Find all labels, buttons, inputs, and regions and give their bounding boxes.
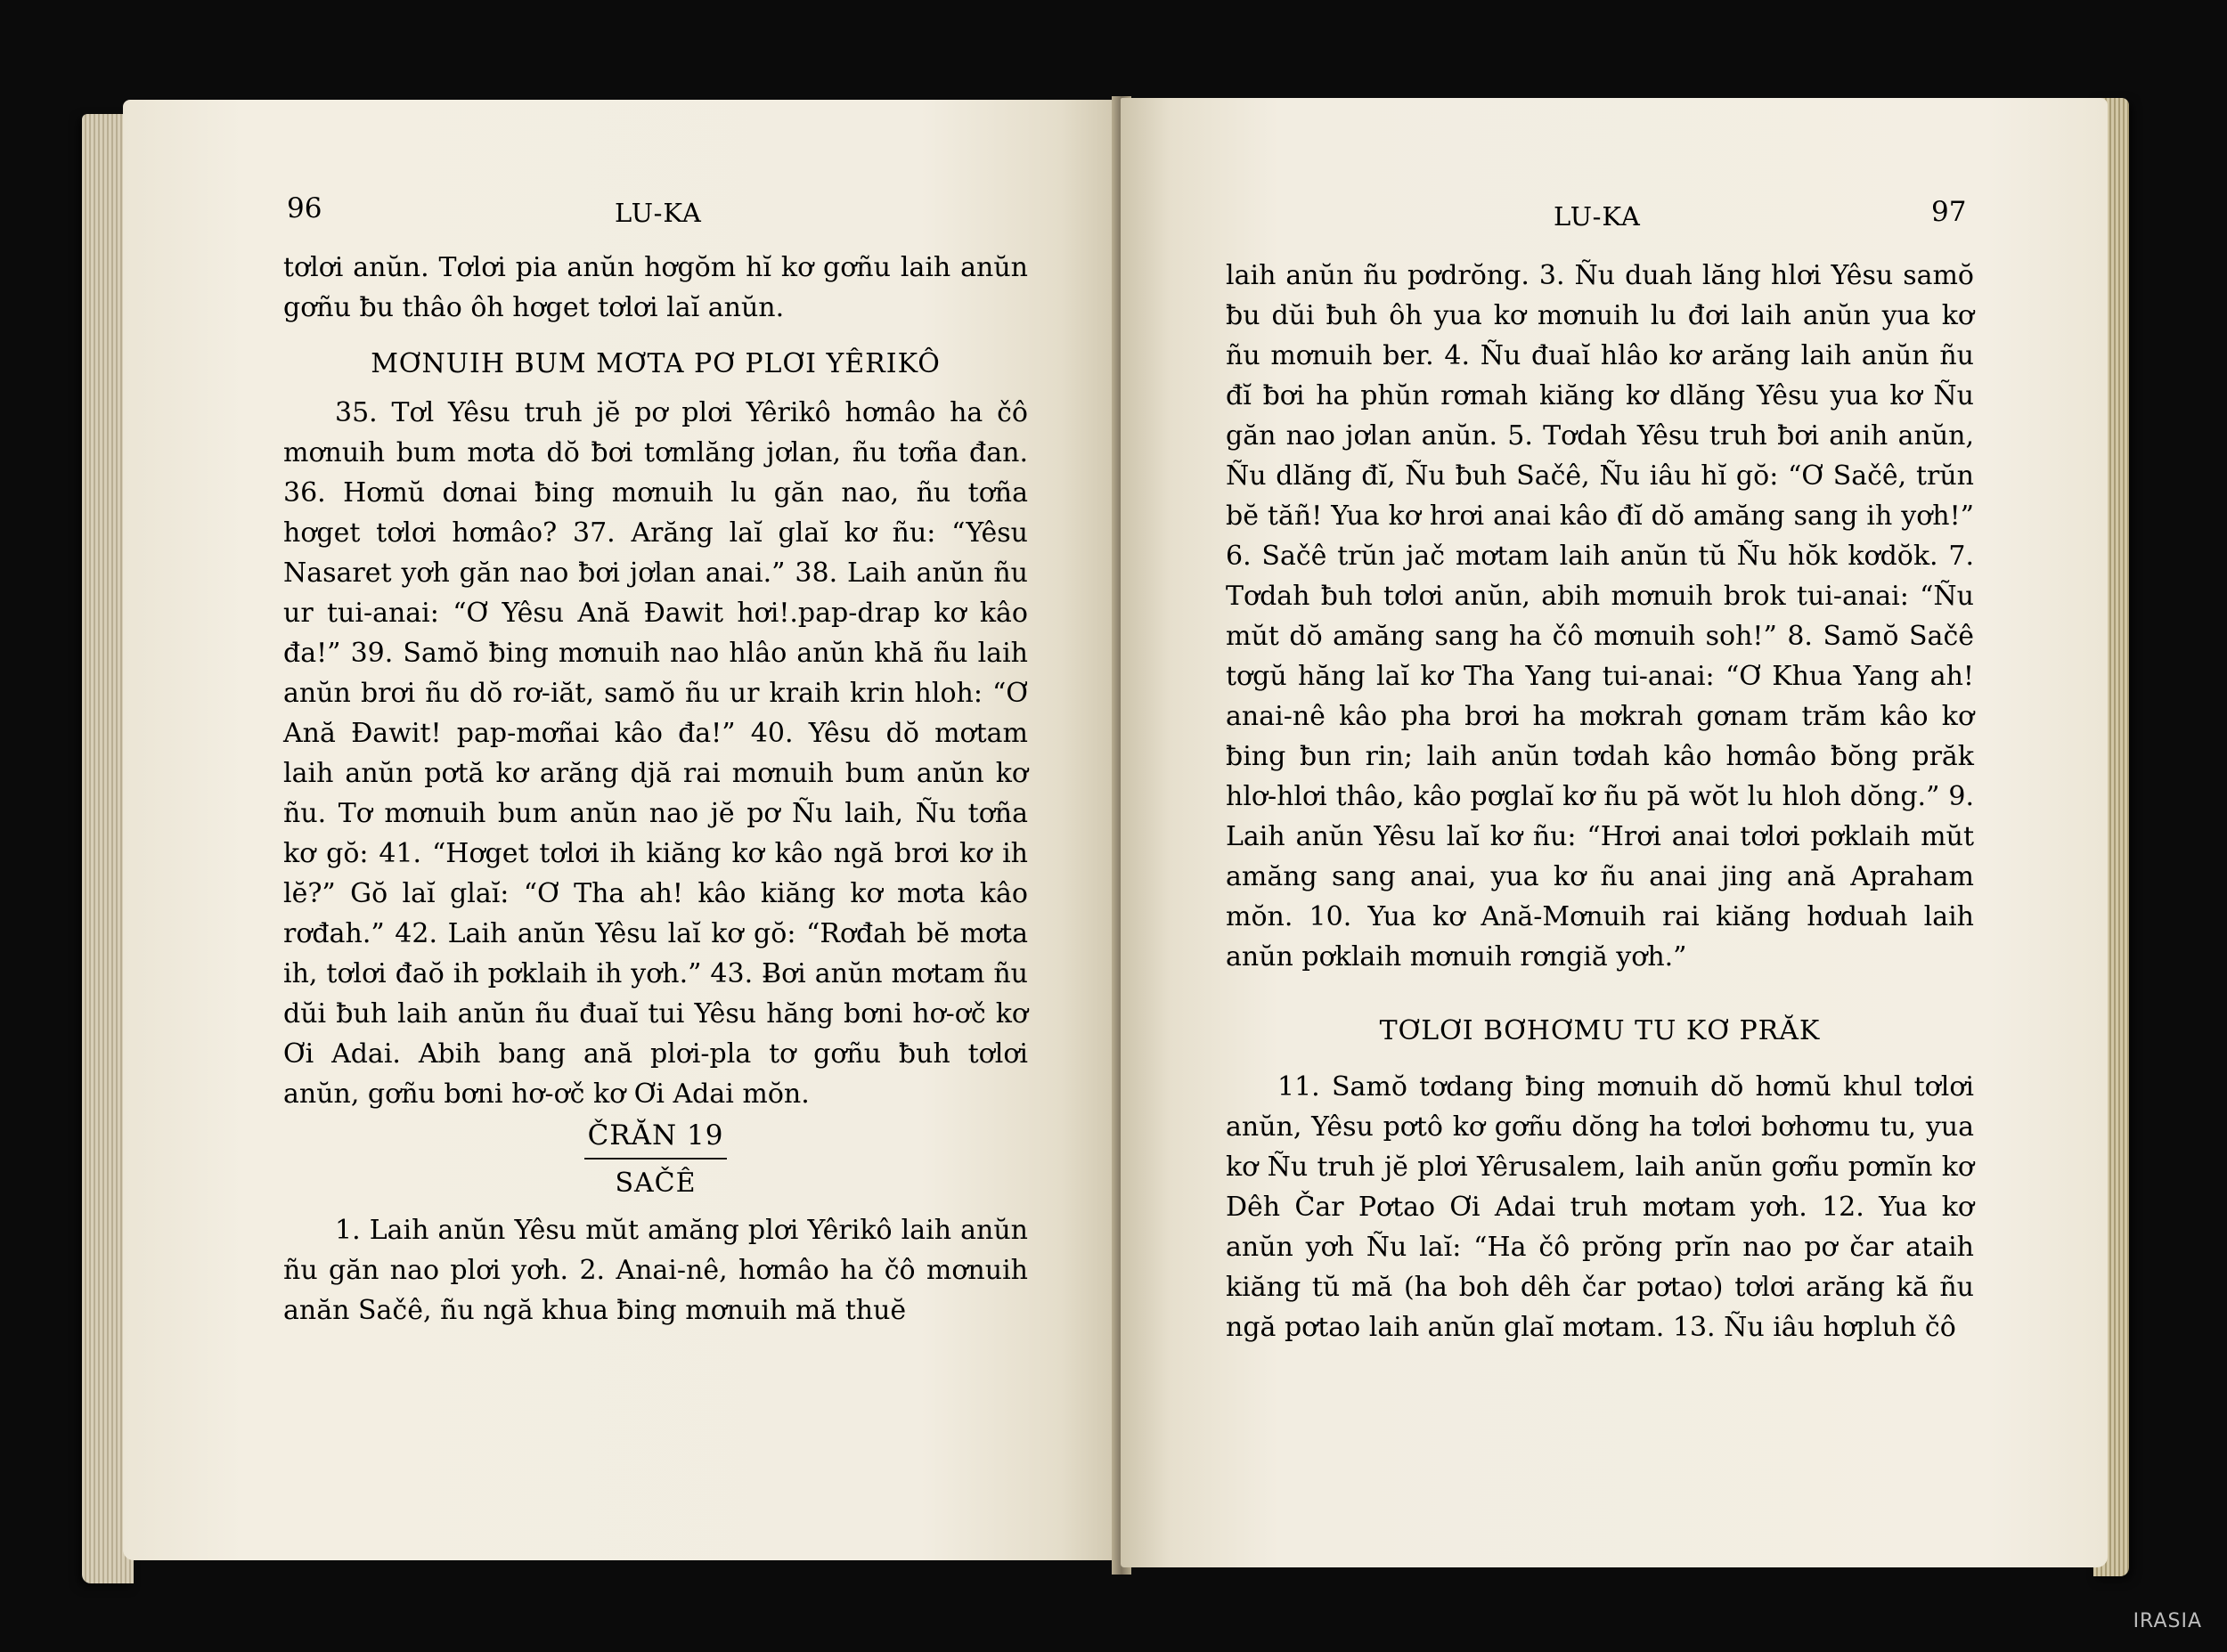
left-page-number: 96 bbox=[287, 192, 322, 224]
right-page-number: 97 bbox=[1931, 196, 1967, 228]
left-section-heading: MƠNUIH BUM MƠTA PƠ PLƠI YÊRIKÔ bbox=[371, 348, 941, 379]
right-section-heading: TƠLƠI BƠHƠMU TU KƠ PRĂK bbox=[1379, 1015, 1821, 1046]
left-running-head: LU-KA bbox=[615, 198, 702, 228]
watermark-text: IRASIA bbox=[2133, 1610, 2202, 1632]
chapter-heading bbox=[283, 1116, 1028, 1160]
chapter-heading-text: ČRĂN 19 bbox=[584, 1116, 728, 1160]
right-running-head: LU-KA bbox=[1554, 201, 1641, 232]
right-opening-paragraph: laih anŭn ñu pơdrŏng. 3. Ñu duah lăng hlơi Yêsu samŏ ƀu dŭi ƀuh ôh yua kơ mơnuih lu đơi laih anŭn yua kơ ñu mơnuih ber. 4. Ñu đuaĭ hlâo kơ arăng laih anŭn ñu đĭ ƀơi ha phŭn rơmah kiăng kơ dlăng Yêsu yua kơ Ñu găn nao jơlan anŭn. 5. Tơdah Yêsu truh ƀơi anih anŭn, Ñu dlăng đĭ, Ñu ƀuh Sačê, Ñu iâu hĭ gŏ: “Ơ Sačê, trŭn bĕ tăñ! Yua kơ hrơi anai kâo đĭ dŏ amăng sang ih yơh!” 6. Sačê trŭn jač mơtam laih anŭn tŭ Ñu hŏk kơdŏk. 7. Tơdah ƀuh tơlơi anŭn, abih mơnuih brok tui-anai: “Ñu mŭt dŏ amăng sang ha čô mơnuih soh!” 8. Samŏ Sačê tơgŭ hăng laĭ kơ Tha Yang tui-anai: “Ơ Khua Yang ah! anai-nê kâo pha brơi ha mơkrah gơnam trăm kâo kơ ƀing ƀun rin; laih anŭn tơdah kâo hơmâo ƀŏng prăk hlơ-hlơi thâo, kâo pơglaĭ kơ ñu pă wŏt lu hloh dŏng.” 9. Laih anŭn Yêsu laĭ kơ ñu: “Hrơi anai tơlơi pơklaih mŭt amăng sang anai, yua kơ ñu anai jing ană Apraham mŏn. 10. Yua kơ Ană-Mơnuih rai kiăng hơduah laih anŭn pơklaih mơnuih rơngiă yơh.” bbox=[1226, 260, 1974, 972]
left-chapter-paragraph: 1. Laih anŭn Yêsu mŭt amăng plơi Yêrikô laih anŭn ñu găn nao plơi yơh. 2. Anai-nê, hơmâo ha čô mơnuih anăn Sačê, ñu ngă khua ƀing mơnuih mă thuĕ bbox=[283, 1215, 1028, 1326]
left-section-paragraph: 35. Tơl Yêsu truh jĕ pơ plơi Yêrikô hơmâo ha čô mơnuih bum mơta dŏ ƀơi tơmlăng jơlan, ñu tơña đan. 36. Hơmŭ dơnai ƀing mơnuih lu găn nao, ñu tơña hơget tơlơi hơmâo? 37. Arăng laĭ glaĭ kơ ñu: “Yêsu Nasaret yơh găn nao ƀơi jơlan anai.” 38. Laih anŭn ñu ur tui-anai: “Ơ Yêsu Ană Đawit hơi!.pap-drap kơ kâo đa!” 39. Samŏ ƀing mơnuih nao hlâo anŭn khă ñu laih anŭn brơi ñu dŏ rơ-iăt, samŏ ñu ur kraih krin hloh: “Ơ Ană Đawit! pap-mơñai kâo đa!” 40. Yêsu dŏ mơtam laih anŭn pơtă kơ arăng djă rai mơnuih bum anŭn kơ ñu. Tơ mơnuih bum anŭn nao jĕ pơ Ñu laih, Ñu tơña kơ gŏ: 41. “Hơget tơlơi ih kiăng kơ kâo ngă brơi kơ ih lĕ?” Gŏ laĭ glaĭ: “Ơ Tha ah! kâo kiăng kơ mơta kâo rơđah.” 42. Laih anŭn Yêsu laĭ kơ gŏ: “Rơđah bĕ mơta ih, tơlơi đaŏ ih pơklaih ih yơh.” 43. Ƀơi anŭn mơtam ñu dŭi ƀuh laih anŭn ñu đuaĭ tui Yêsu hăng bơni hơ-ơč kơ Ơi Adai. Abih bang ană plơi-pla tơ gơñu ƀuh tơlơi anŭn, gơñu bơni hơ-ơč kơ Ơi Adai mŏn. bbox=[283, 397, 1028, 1110]
left-text-column bbox=[283, 248, 1028, 1331]
right-text-column bbox=[1226, 256, 1974, 1347]
chapter-subheading: SAČÊ bbox=[615, 1168, 697, 1199]
right-section-paragraph: 11. Samŏ tơdang ƀing mơnuih dŏ hơmŭ khul tơlơi anŭn, Yêsu pơtô kơ gơñu dŏng ha tơlơi bơhơmu tu, yua kơ Ñu truh jĕ plơi Yêrusalem, laih anŭn gơñu pơmĭn kơ Dêh Čar Pơtao Ơi Adai truh mơtam yơh. 12. Yua kơ anŭn yơh Ñu laĭ: “Ha čô prŏng prĭn nao pơ čar ataih kiăng tŭ mă (ha boh dêh čar pơtao) tơlơi arăng kă ñu ngă pơtao laih anŭn glaĭ mơtam. 13. Ñu iâu hơpluh čô bbox=[1226, 1071, 1974, 1343]
left-opening-paragraph: tơlơi anŭn. Tơlơi pia anŭn hơgŏm hĭ kơ gơñu laih anŭn gơñu ƀu thâo ôh hơget tơlơi laĭ anŭn. bbox=[283, 252, 1028, 323]
